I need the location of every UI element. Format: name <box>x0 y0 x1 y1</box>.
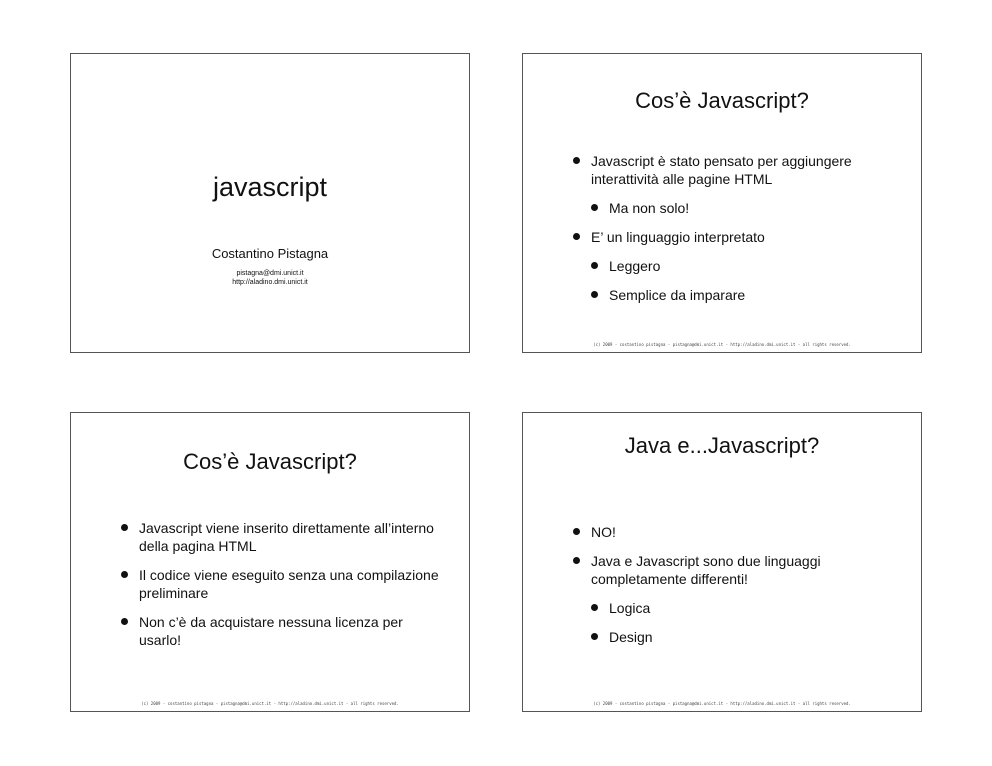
bullet-text: Non c’è da acquistare nessuna licenza per usarlo! <box>139 614 403 648</box>
bullet-item <box>121 613 441 649</box>
author-name: Costantino Pistagna <box>211 246 329 261</box>
bullet-text: E’ un linguaggio interpretato <box>591 229 765 245</box>
bullet-list <box>573 523 903 657</box>
bullet-icon <box>121 524 128 531</box>
bullet-item <box>591 199 903 217</box>
bullet-item <box>591 628 903 646</box>
slide-3 <box>70 412 470 712</box>
slide-1 <box>70 53 470 353</box>
bullet-text: Javascript è stato pensato per aggiungere interattività alle pagine HTML <box>591 153 852 187</box>
bullet-item <box>121 566 441 602</box>
author-url: http://aladino.dmi.unict.it <box>232 279 308 286</box>
slide-title: javascript <box>212 172 328 202</box>
slide-footer: (c) 2009 - costantino pistagna - pistagna@dmi.unict.it - http://aladino.dmi.unict.it - all rights reserved. <box>141 701 399 706</box>
slide-title: Cos’è Javascript? <box>635 88 809 113</box>
contact-info <box>71 269 469 287</box>
bullet-item <box>591 599 903 617</box>
bullet-icon <box>591 204 598 211</box>
bullet-icon <box>573 528 580 535</box>
slide-2 <box>522 53 922 353</box>
author-email: pistagna@dmi.unict.it <box>236 270 304 277</box>
bullet-text: Ma non solo! <box>609 200 690 216</box>
bullet-item <box>121 519 441 555</box>
bullet-icon <box>121 571 128 578</box>
bullet-item <box>591 257 903 275</box>
bullet-icon <box>121 618 128 625</box>
bullet-text: Leggero <box>609 258 661 274</box>
bullet-icon <box>591 291 598 298</box>
bullet-text: NO! <box>591 524 616 540</box>
bullet-item <box>573 152 903 188</box>
slide-footer: (c) 2009 - costantino pistagna - pistagna@dmi.unict.it - http://aladino.dmi.unict.it - all rights reserved. <box>593 701 851 706</box>
slide-4 <box>522 412 922 712</box>
bullet-list <box>121 519 441 660</box>
bullet-text: Javascript viene inserito direttamente all’interno della pagina HTML <box>139 520 434 554</box>
bullet-text: Java e Javascript sono due linguaggi completamente differenti! <box>591 553 821 587</box>
slide-footer: (c) 2009 - costantino pistagna - pistagna@dmi.unict.it - http://aladino.dmi.unict.it - all rights reserved. <box>593 342 851 347</box>
slide-title: Java e...Javascript? <box>624 433 820 458</box>
slide-title: Cos’è Javascript? <box>183 449 357 474</box>
bullet-text: Semplice da imparare <box>609 287 746 303</box>
bullet-icon <box>591 633 598 640</box>
bullet-text: Logica <box>609 600 651 616</box>
bullet-text: Design <box>609 629 653 645</box>
bullet-icon <box>591 604 598 611</box>
bullet-list <box>573 152 903 315</box>
bullet-icon <box>573 157 580 164</box>
bullet-item <box>573 552 903 588</box>
bullet-text: Il codice viene eseguito senza una compilazione preliminare <box>139 567 439 601</box>
bullet-icon <box>591 262 598 269</box>
bullet-item <box>573 228 903 246</box>
bullet-item <box>591 286 903 304</box>
bullet-icon <box>573 233 580 240</box>
bullet-item <box>573 523 903 541</box>
bullet-icon <box>573 557 580 564</box>
